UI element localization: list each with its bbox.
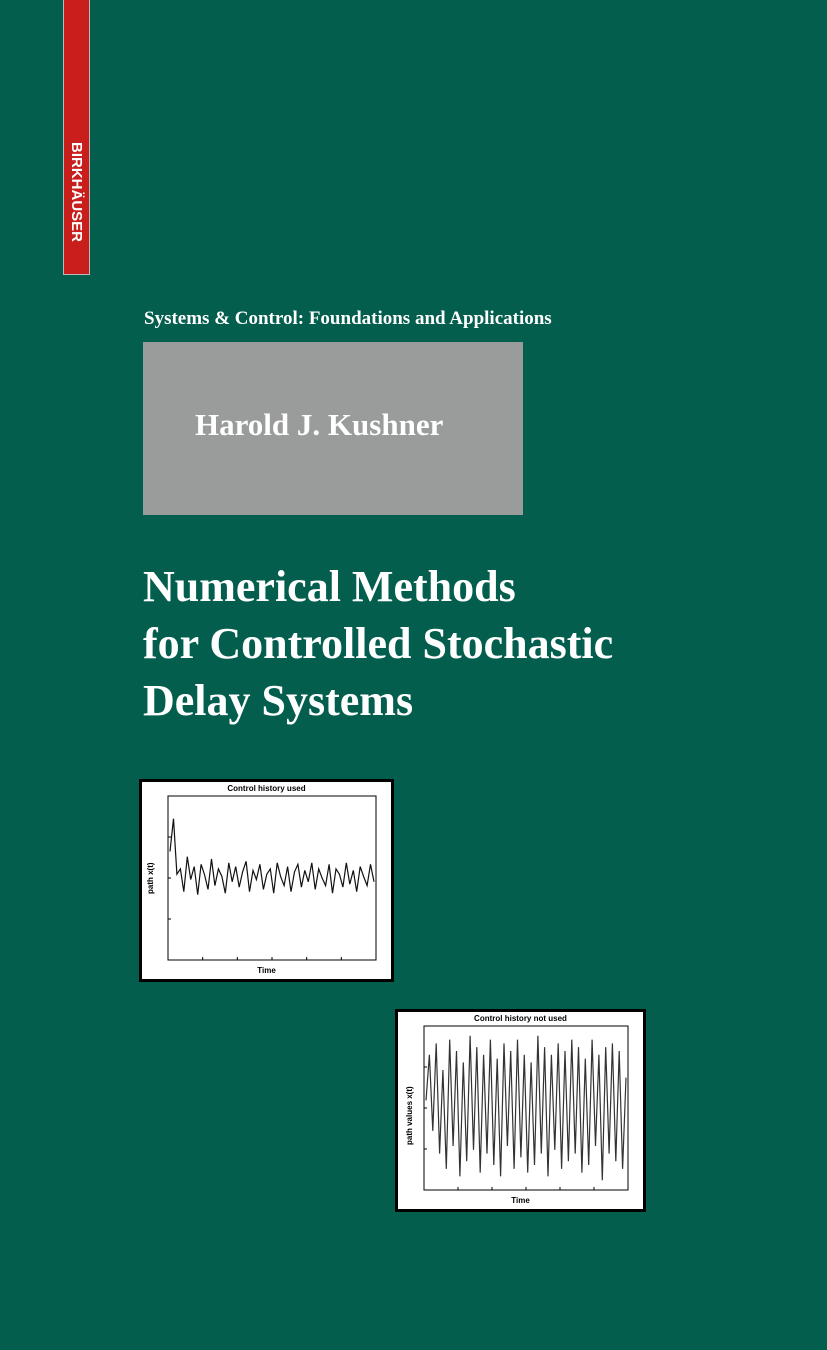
title-line-2: for Controlled Stochastic (143, 619, 614, 668)
chart-1-ylabel: path x(t) (146, 862, 155, 894)
series-name: Systems & Control: Foundations and Applications (144, 308, 552, 329)
publisher-logo (63, 142, 90, 270)
chart-control-history-not-used (395, 1009, 646, 1212)
chart-2-ylabel: path values x(t) (405, 1086, 414, 1145)
chart-1-xlabel: Time (257, 966, 276, 975)
chart-2-svg (398, 1012, 643, 1209)
publisher-imprint: BIRKHÄUSER (68, 142, 85, 243)
chart-control-history-used (139, 779, 394, 982)
title-line-3: Delay Systems (143, 676, 414, 725)
title-line-1: Numerical Methods (143, 562, 516, 611)
book-title (143, 558, 613, 729)
chart-1-svg (142, 782, 391, 979)
author-name: Harold J. Kushner (195, 407, 444, 442)
chart-1-title: Control history used (227, 784, 306, 793)
author-box (143, 342, 523, 515)
chart-2-title: Control history not used (474, 1014, 567, 1023)
chart-2-xlabel: Time (511, 1196, 530, 1205)
